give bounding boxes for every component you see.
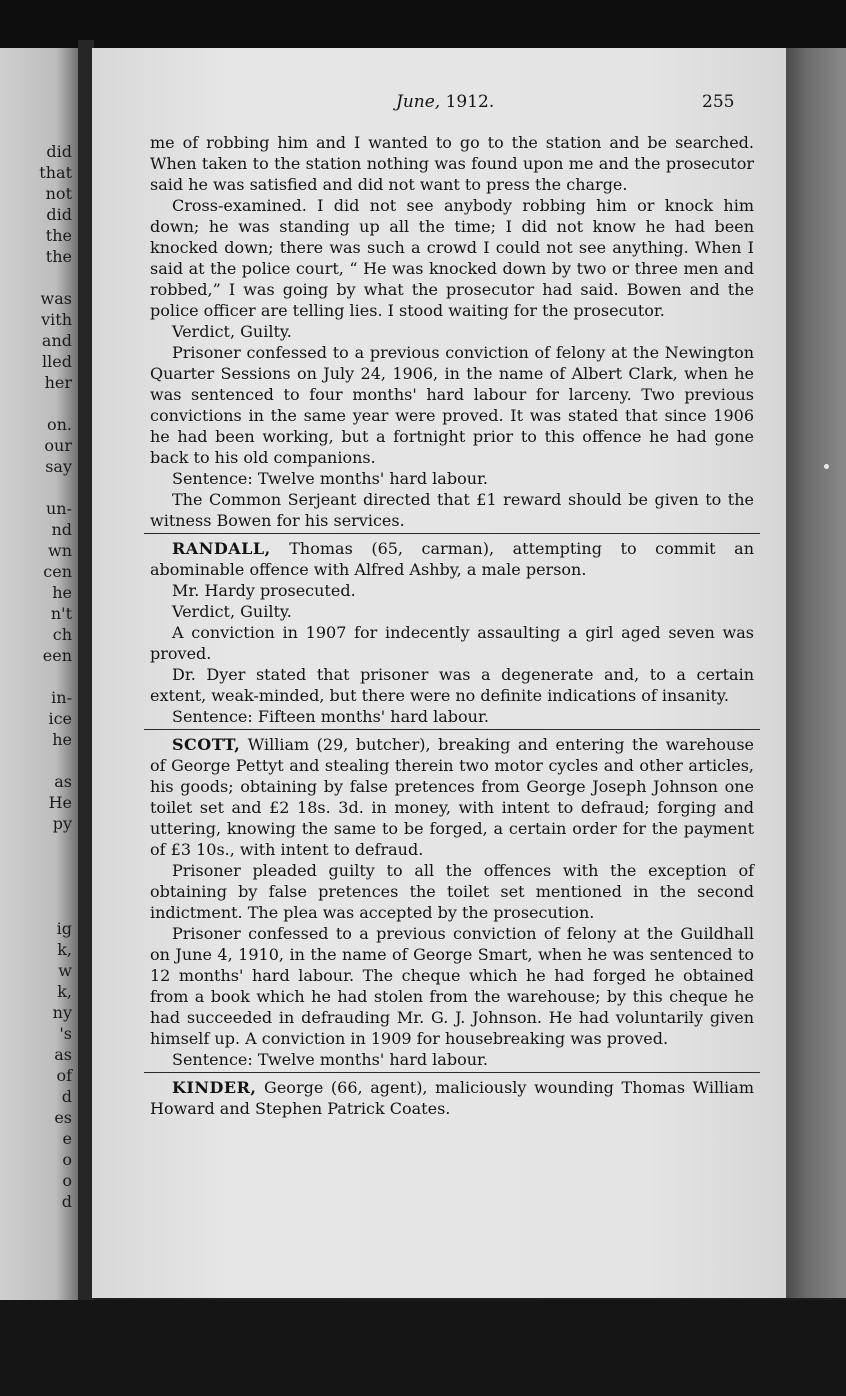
case-scott	[150, 734, 754, 1070]
facing-page-fragment: ny	[52, 1003, 72, 1022]
case-heading	[150, 1077, 754, 1119]
facing-page-fragment: k,	[57, 940, 72, 959]
paragraph: Cross-examined. I did not see anybody robbing him or knock him down; he was standing up all the time; I did not know he had been knocked down; there was such a crowd I could not see anything. When I said at the police court, “ He was knocked down by two or three men and robbed,” I was going by what the prosecutor had said. Bowen and the police officer are telling lies. I stood waiting for the prosecutor.	[150, 196, 754, 320]
paragraph: The Common Serjeant directed that £1 reward should be given to the witness Bowen for his services.	[150, 490, 754, 530]
defendant-name: KINDER,	[172, 1078, 257, 1097]
case-randall	[150, 538, 754, 727]
dust-speck	[824, 464, 829, 469]
sentence: Sentence: Twelve months' hard labour.	[172, 1050, 488, 1069]
facing-page-fragment: her	[44, 373, 72, 392]
scan-border-bottom	[0, 1300, 846, 1396]
facing-page-fragment: py	[52, 814, 72, 833]
facing-page-fragment: not	[45, 184, 72, 203]
paragraph: Prisoner confessed to a previous conviction of felony at the Newington Quarter Sessions on July 24, 1906, in the name of Albert Clark, when he was sentenced to four months' hard labour for larceny. Two previous convictions in the same year were proved. It was stated that since 1906 he had been working, but a fortnight prior to this offence he had gone back to his old companions.	[150, 343, 754, 467]
facing-page-fragment: and	[41, 331, 72, 350]
facing-page-fragment: ig	[56, 919, 72, 938]
book-page	[92, 48, 786, 1298]
facing-page-fragment: wn	[48, 541, 72, 560]
sentence: Sentence: Fifteen months' hard labour.	[172, 707, 489, 726]
paragraph: Prisoner pleaded guilty to all the offences with the exception of obtaining by false pretences the toilet set mentioned in the second indictment. The plea was accepted by the prosecution.	[150, 861, 754, 922]
facing-page-fragment: the	[45, 226, 72, 245]
facing-page-fragment: ch	[52, 625, 72, 644]
facing-page-fragment: was	[40, 289, 72, 308]
facing-page-fragment: did	[46, 205, 72, 224]
paragraph: Mr. Hardy prosecuted.	[172, 581, 356, 600]
case-divider	[144, 1072, 760, 1073]
scan-border-top	[0, 0, 846, 48]
facing-page-fragment: lled	[42, 352, 72, 371]
facing-page-fragment: es	[54, 1108, 72, 1127]
facing-page-fragment: d	[61, 1087, 72, 1106]
case-kinder	[150, 1077, 754, 1119]
case-divider	[144, 533, 760, 534]
scan-right-edge	[786, 48, 846, 1298]
facing-page-fragment: in-	[51, 688, 72, 707]
facing-page-fragment: o	[62, 1150, 72, 1169]
paragraph: Dr. Dyer stated that prisoner was a degenerate and, to a certain extent, weak-minded, but there were no definite indications of insanity.	[150, 665, 754, 705]
paragraph: Prisoner confessed to a previous conviction of felony at the Guildhall on June 4, 1910, in the name of George Smart, when he was sentenced to 12 months' hard labour. The cheque which he had forged he obtained from a book which he had stolen from the warehouse; by this cheque he had succeeded in defrauding Mr. G. J. Johnson. He had voluntarily given himself up. A conviction in 1909 for housebreaking was proved.	[150, 924, 754, 1048]
facing-page-fragment: on.	[46, 415, 72, 434]
case-heading	[150, 538, 754, 580]
facing-page-fragment: e	[62, 1129, 72, 1148]
facing-page-fragment: He	[48, 793, 72, 812]
verdict: Verdict, Guilty.	[172, 602, 292, 621]
facing-page-fragment: cen	[43, 562, 72, 581]
running-header	[92, 92, 786, 118]
facing-page-fragment: nd	[51, 520, 72, 539]
facing-page-fragment: w	[58, 961, 72, 980]
facing-page-fragment: d	[61, 1192, 72, 1211]
defendant-name: RANDALL,	[172, 539, 271, 558]
paragraph: me of robbing him and I wanted to go to the station and be searched. When taken to the station nothing was found upon me and the prosecutor said he was satisfied and did not want to press the charge.	[150, 133, 754, 194]
facing-page	[0, 48, 80, 1300]
facing-page-fragment: een	[42, 646, 72, 665]
charge-text: George (66, agent), maliciously wounding Thomas William Howard and Stephen Patrick Coates.	[150, 1078, 754, 1118]
verdict: Verdict, Guilty.	[172, 322, 292, 341]
facing-page-fragment: he	[52, 730, 72, 749]
facing-page-fragment: un-	[45, 499, 72, 518]
charge-text: William (29, butcher), breaking and entering the warehouse of George Pettyt and stealing therein two motor cycles and other articles, his goods; obtaining by false pretences from George Joseph Johnson one toilet set and £2 18s. 3d. in money, with intent to defraud; forging and uttering, knowing the same to be forged, a certain order for the payment of £3 10s., with intent to defraud.	[150, 735, 754, 859]
facing-page-fragment: the	[45, 247, 72, 266]
page-body	[150, 132, 754, 1119]
facing-page-fragment: vith	[41, 310, 72, 329]
facing-page-fragment: of	[56, 1066, 72, 1085]
facing-page-fragment: 's	[59, 1024, 72, 1043]
case-continued	[150, 132, 754, 531]
facing-page-fragment: as	[54, 772, 72, 791]
running-title	[396, 92, 494, 112]
facing-page-fragment: n't	[50, 604, 72, 623]
facing-page-fragment: ice	[48, 709, 72, 728]
case-divider	[144, 729, 760, 730]
defendant-name: SCOTT,	[172, 735, 241, 754]
paragraph: A conviction in 1907 for indecently assaulting a girl aged seven was proved.	[150, 623, 754, 663]
charge-text: Thomas (65, carman), attempting to commit an abominable offence with Alfred Ashby, a male person.	[150, 539, 754, 579]
facing-page-fragment: as	[54, 1045, 72, 1064]
sentence: Sentence: Twelve months' hard labour.	[172, 469, 488, 488]
facing-page-fragment: k,	[57, 982, 72, 1001]
facing-page-fragment: that	[39, 163, 72, 182]
header-year: 1912.	[445, 92, 495, 112]
facing-page-fragment: our	[44, 436, 72, 455]
facing-page-fragment: say	[45, 457, 72, 476]
header-month: June,	[396, 92, 441, 112]
facing-page-fragment: did	[46, 142, 72, 161]
case-heading	[150, 734, 754, 860]
page-number: 255	[702, 92, 735, 112]
facing-page-fragment: o	[62, 1171, 72, 1190]
facing-page-fragment: he	[52, 583, 72, 602]
